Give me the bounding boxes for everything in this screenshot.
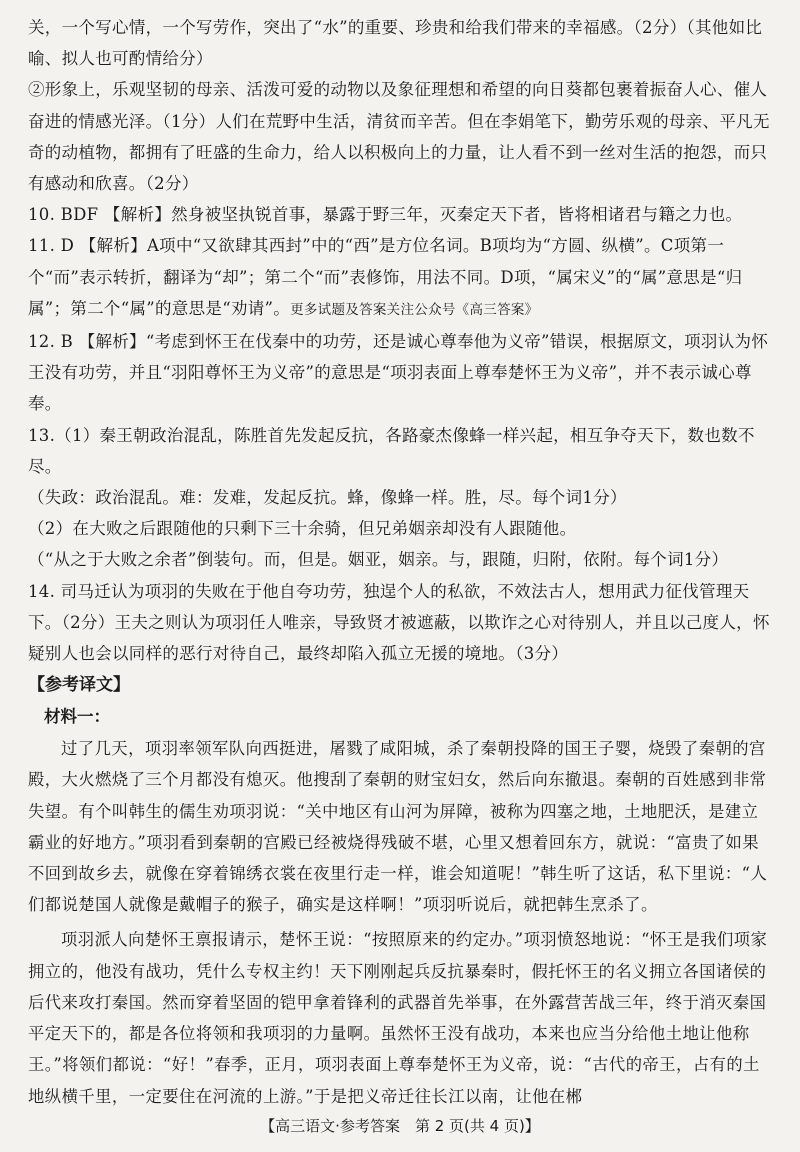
translation-paragraph-2: 项羽派人向楚怀王禀报请示，楚怀王说：“按照原来的约定办。”项羽愤怒地说：“怀王是我们项家拥立的，他没有战功，凭什么专权主约！天下刚刚起兵反抗暴秦时，假托怀王的名义拥立各国诸侯的后代来攻打秦国。然而穿着坚固的铠甲拿着锋利的武器首先举事，在外露营苦战三年，终于消灭秦国平定天下的，都是各位将领和我项羽的力量啊。虽然怀王没有战功，本来也应当分给他土地让他称王。”将领们都说：“好！”春季，正月，项羽表面上尊奉楚怀王为义帝，说：“古代的帝王，占有的土地纵横千里，一定要住在河流的上游。”于是把义帝迁往长江以南，让他在郴 [28,930,768,1106]
answer-9-part-2: ②形象上，乐观坚韧的母亲、活泼可爱的动物以及象征理想和希望的向日葵都包裹着振奋人心、催人奋进的情感光泽。（1分）人们在荒野中生活，清贫而辛苦。但在李娟笔下，勤劳乐观的母亲、平凡无奇的动植物，都拥有了旺盛的生命力，给人以积极向上的力量，让人看不到一丝对生活的抱怨，而只有感动和欣喜。（2分） [28,80,770,194]
answer-9-continuation: 关，一个写心情，一个写劳作，突出了“水”的重要、珍贵和给我们带来的幸福感。（2分）（其他如比喻、拟人也可酌情给分） [28,18,763,69]
answer-13-2: （2）在大败之后跟随他的只剩下三十余骑，但兄弟姻亲却没有人跟随他。 [28,519,577,539]
answer-11-text: 11. D 【解析】A项中“又欲肆其西封”中的“西”是方位名词。B项均为“方圆、纵横”。C项第一个“而”表示转折，翻译为“却”；第二个“而”表修饰，用法不同。D项，“属宋义”的“属”意思是“归属”；第二个“属”的意思是“劝请”。 [28,236,743,318]
answer-13-2-scoring: （“从之于大败之余者”倒装句。而，但是。姻亚，姻亲。与，跟随，归附，依附。每个词1分） [28,550,729,570]
answer-10: 10. BDF 【解析】然身被坚执锐首事，暴露于野三年，灭秦定天下者，皆将相诸君与籍之力也。 [28,205,743,225]
page-footer: 【高三语文·参考答案 第 2 页(共 4 页)】 [260,1117,540,1135]
answer-13-1: 13.（1）秦王朝政治混乱，陈胜首先发起反抗，各路豪杰像蜂一样兴起，相互争夺天下，数也数不尽。 [28,425,755,476]
material-one-title: 材料一： [44,707,110,727]
answer-13-1-scoring: （失政：政治混乱。难：发难，发起反抗。蜂，像蜂一样。胜，尽。每个词1分） [28,488,627,508]
answer-14: 14. 司马迁认为项羽的失败在于他自夸功劳，独逞个人的私欲，不效法古人，想用武力征伐管理天下。（2分）王夫之则认为项羽任人唯亲，导致贤才被遮蔽，以欺诈之心对待别人，并且以己度人，怀疑别人也会以同样的恶行对待自己，最终却陷入孤立无援的境地。（3分） [28,581,770,664]
section-title-translation: 【参考译文】 [28,675,130,696]
answer-11 [28,230,772,326]
answer-11-note: 更多试题及答案关注公众号《高三答案》 [290,301,539,318]
translation-paragraph-1: 过了几天，项羽率领军队向西挺进，屠戮了咸阳城，杀了秦朝投降的国王子婴，烧毁了秦朝的宫殿，大火燃烧了三个月都没有熄灭。他搜刮了秦朝的财宝妇女，然后向东撤退。秦朝的百姓感到非常失望。有个叫韩生的儒生劝项羽说：“关中地区有山河为屏障，被称为四塞之地，土地肥沃，是建立霸业的好地方。”项羽看到秦朝的宫殿已经被烧得残破不堪，心里又想着回东方，就说：“富贵了如果不回到故乡去，就像在穿着锦绣衣裳在夜里行走一样，谁会知道呢！”韩生听了这话，私下里说：“人们都说楚国人就像是戴帽子的猴子，确实是这样啊！”项羽听说后，就把韩生烹杀了。 [28,739,768,915]
answer-12: 12. B 【解析】“考虑到怀王在伐秦中的功劳，还是诚心尊奉他为义帝”错误，根据原文，项羽认为怀王没有功劳，并且“羽阳尊怀王为义帝”的意思是“项羽表面上尊奉楚怀王为义帝”，并不表示诚心尊奉。 [28,332,769,414]
